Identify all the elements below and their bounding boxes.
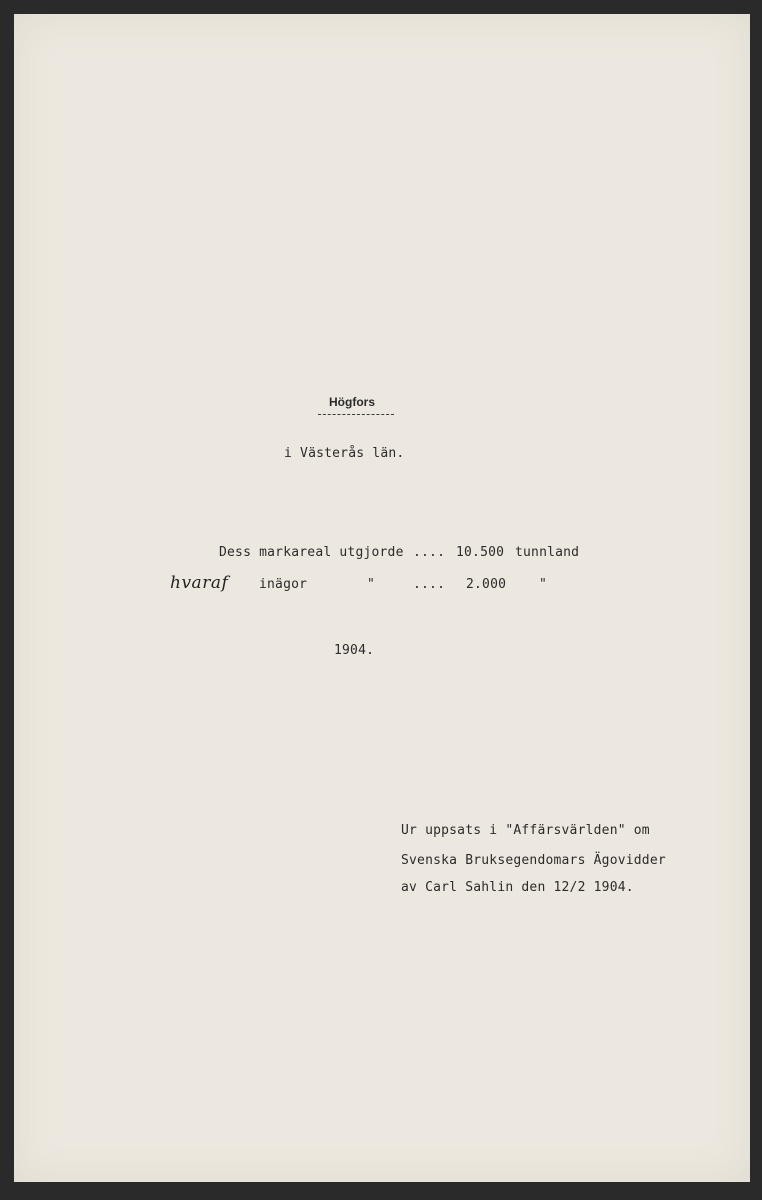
subtitle: i Västerås län.: [284, 446, 405, 461]
row2-dots: ....: [413, 577, 446, 592]
source-line-3: av Carl Sahlin den 12/2 1904.: [401, 880, 634, 895]
row1-label: Dess markareal utgjorde: [219, 545, 404, 560]
source-line-1: Ur uppsats i "Affärsvärlden" om: [401, 823, 650, 838]
handwritten-annotation: hvaraf: [170, 573, 229, 593]
row1-dots: ....: [413, 545, 446, 560]
row2-label: inägor: [259, 577, 308, 592]
source-line-2: Svenska Bruksegendomars Ägovidder: [401, 853, 666, 868]
title-underline: [318, 414, 394, 415]
row1-value: 10.500: [456, 545, 505, 560]
document-page: [14, 14, 750, 1182]
row2-ditto: ": [367, 577, 376, 592]
page-title: Högfors: [329, 395, 375, 409]
row1-unit: tunnland: [515, 545, 580, 560]
row2-ditto-unit: ": [539, 577, 548, 592]
row2-value: 2.000: [466, 577, 507, 592]
year: 1904.: [334, 643, 375, 658]
